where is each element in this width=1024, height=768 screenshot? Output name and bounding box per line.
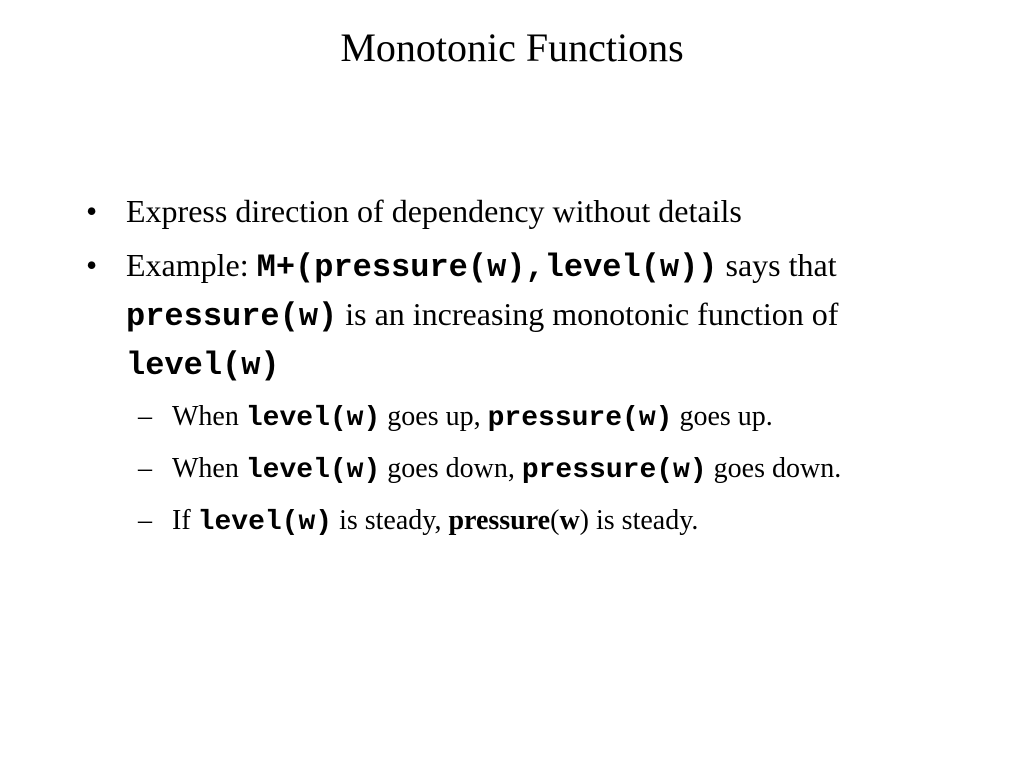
dash-icon: –	[138, 505, 152, 536]
subbullet-text: goes up,	[380, 401, 488, 432]
bullet-item-1	[80, 188, 940, 234]
bullet-item-2	[80, 242, 940, 389]
bullet-text: is an increasing monotonic function of	[337, 296, 839, 332]
code-expression: level(w)	[245, 455, 381, 486]
subbullet-text: goes down,	[380, 453, 522, 484]
bullet-text: Express direction of dependency without details	[126, 193, 742, 229]
subbullet-text: When	[172, 401, 246, 432]
subbullet-text: goes down.	[706, 453, 842, 484]
bold-term: w	[559, 505, 580, 536]
slide-title: Monotonic Functions	[340, 25, 684, 70]
code-expression: pressure(w)	[126, 298, 338, 335]
bullet-text: Example:	[126, 247, 257, 283]
bullet-text: says that	[717, 247, 837, 283]
code-expression: level(w)	[197, 507, 333, 538]
subbullet-text: goes up.	[672, 401, 773, 432]
subbullet-item-1	[126, 397, 912, 439]
bullet-icon: •	[86, 247, 98, 283]
slide-body	[80, 188, 940, 553]
code-expression: level(w)	[245, 403, 381, 434]
subbullet-item-3	[126, 501, 912, 543]
code-expression: pressure(w)	[521, 455, 707, 486]
bullet-icon: •	[86, 193, 98, 229]
bold-term: pressure	[448, 505, 551, 536]
subbullet-text: When	[172, 453, 246, 484]
code-expression: pressure(w)	[487, 403, 673, 434]
subbullet-text: is steady,	[332, 505, 449, 536]
code-expression: level(w)	[126, 347, 280, 384]
subbullet-item-2	[126, 449, 912, 491]
subbullet-text: (	[550, 505, 560, 536]
dash-icon: –	[138, 401, 152, 432]
dash-icon: –	[138, 453, 152, 484]
subbullet-text: ) is steady.	[579, 505, 699, 536]
subbullet-text: If	[172, 505, 198, 536]
code-expression: M+(pressure(w),level(w))	[256, 249, 718, 286]
